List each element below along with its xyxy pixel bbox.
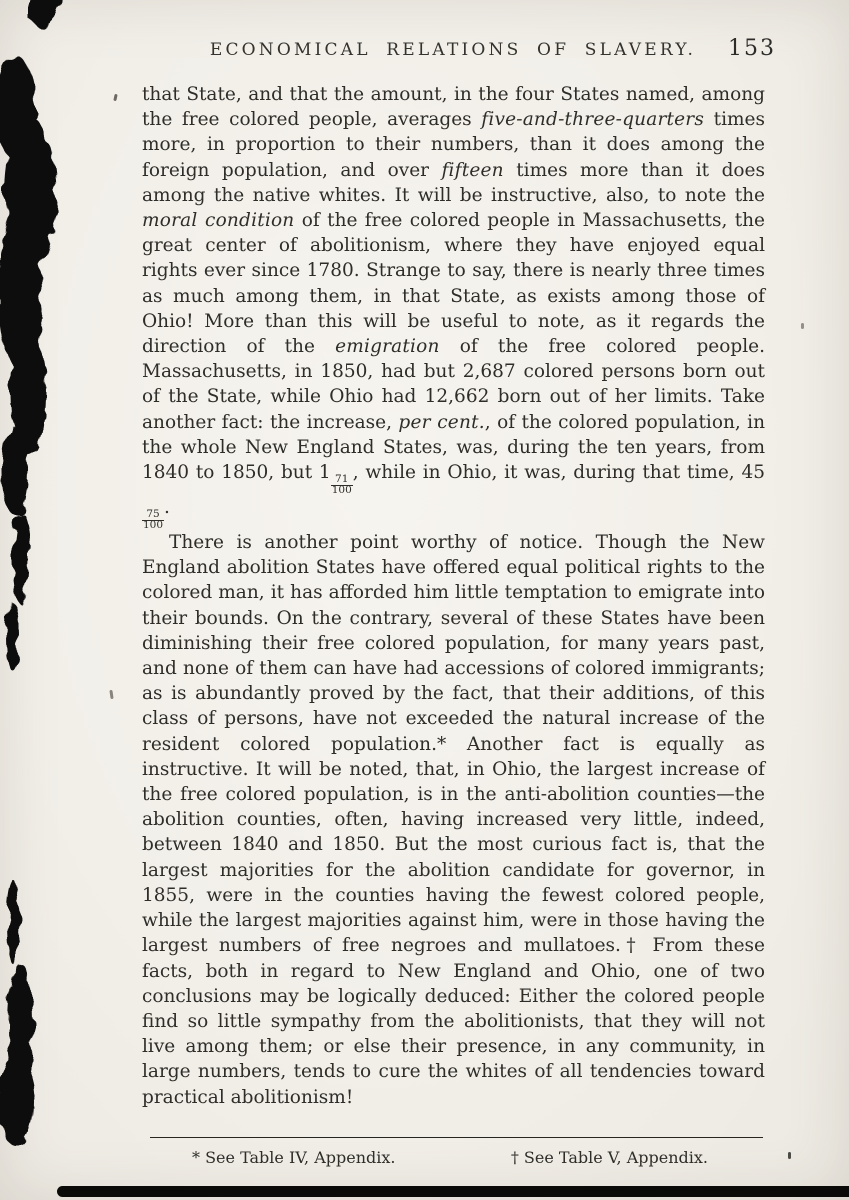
body-text: of the free colored people in Massachusetts, the great center of abolitionism, where they have enjoyed equal rights ever since 1780. Strange to say, there is nearly three times as much among them, in that State, as exists among those of Ohio! More than this will be useful to note, as it regards the direction of the <box>142 210 766 358</box>
scan-ink-artifact <box>0 0 95 1200</box>
body-text: . <box>164 497 170 519</box>
scan-speck <box>109 690 113 699</box>
inline-fraction: $\frac{71}{100}$ <box>331 473 352 496</box>
emphasized-text: moral condition <box>142 210 295 232</box>
body-text: times more, in proportion to their numbers, than it does among the foreign population, and over <box>142 109 765 181</box>
emphasized-text: per cent. <box>398 411 485 433</box>
page-edge-bar <box>57 1186 849 1197</box>
paragraph <box>142 82 765 530</box>
scan-speck <box>801 323 804 329</box>
body-text: times more than it does among the native whites. It will be instructive, also, to note the <box>142 159 765 206</box>
body-text: of the free colored people. Massachusetts, in 1850, had but 2,687 colored persons born out of the State, while Ohio had 12,662 born out of her limits. Take another fact: the increase, <box>142 336 765 433</box>
running-title: ECONOMICAL RELATIONS OF SLAVERY. <box>209 40 697 60</box>
footnote-left: * See Table IV, Appendix. <box>192 1148 396 1167</box>
body-text: There is another point worthy of notice. Though the New England abolition States have offered equal political rights to the colored man, it has afforded him little temptation to emigrate into their bounds. On the contrary, several of these States have been diminishing their free colored population, for many years past, and none of them can have had accessions of colored immigrants; as is abundantly proved by the fact, that their additions, of this class of persons, have not exceeded the natural increase of the resident colored population.* Another fact is equally as instructive. It will be noted, that, in Ohio, the largest increase of the free colored population, is in the anti-abolition counties—the abolition counties, often, having increased very little, indeed, between 1840 and 1850. But the most curious fact is, that the largest majorities for the abolition candidate for governor, in 1855, were in the counties having the fewest colored people, while the largest majorities against him, were in those having the largest numbers of free negroes and mullatoes.† From these facts, both in regard to New England and Ohio, one of two conclusions may be logically deduced: Either the colored people find so little sympathy from the abolitionists, that they will not live among them; or else their presence, in any community, in large numbers, tends to cure the whites of all tendencies toward practical abolitionism! <box>142 532 765 1108</box>
inline-fraction: $\frac{75}{100}$ <box>143 508 164 531</box>
emphasized-text: emigration <box>335 336 440 358</box>
scan-speck <box>113 94 117 101</box>
footnote-right: † See Table V, Appendix. <box>510 1148 708 1167</box>
body-text: , of the colored population, in the whole New England States, was, during the ten years, from 1840 to 1850, but 1 <box>142 411 765 484</box>
body-text: , while in Ohio, it was, during that time, 45 <box>352 462 765 484</box>
emphasized-text: five-and-three-quarters <box>481 109 705 131</box>
page-number: 153 <box>728 36 776 61</box>
scan-speck <box>788 1152 791 1159</box>
body-text: that State, and that the amount, in the four States named, among the free colored people, averages <box>142 84 765 131</box>
paragraph <box>142 530 765 1110</box>
emphasized-text: fifteen <box>441 159 504 181</box>
footnote-divider <box>150 1137 763 1138</box>
page-header <box>142 36 776 70</box>
page-body <box>142 82 765 1110</box>
footnotes <box>150 1148 763 1167</box>
